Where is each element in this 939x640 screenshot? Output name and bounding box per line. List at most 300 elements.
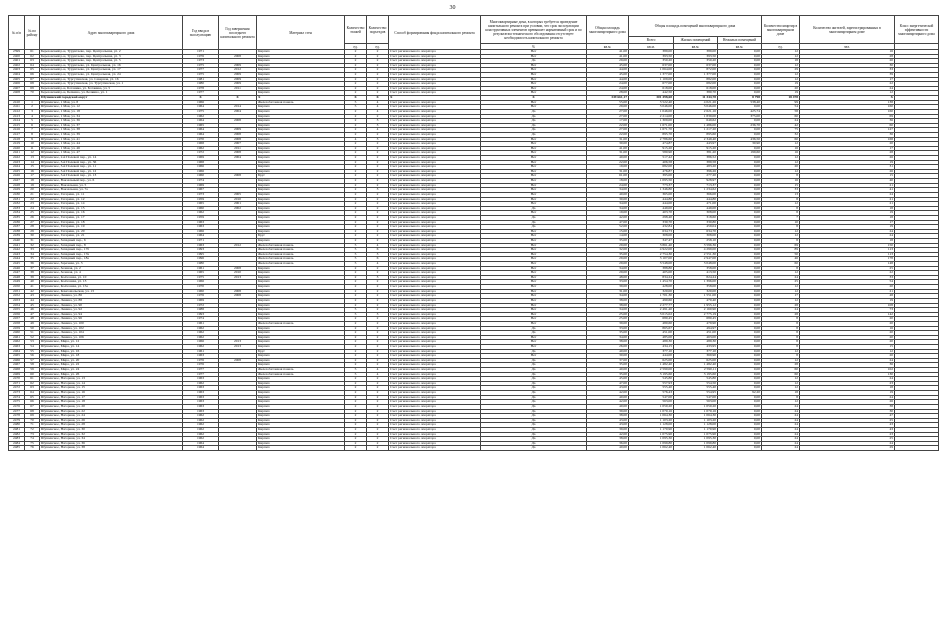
cell-area-residential: 258,10 [674, 238, 718, 243]
unit-floors: ед. [345, 44, 367, 50]
cell-area-nonresidential: 0,00 [718, 418, 762, 423]
cell-num-district: 36 [25, 262, 40, 267]
cell-address: Шушенское, 1 Мая, ул. 44 [40, 142, 183, 147]
cell-entrances: 3 [367, 137, 389, 142]
header-num-district: № по району [25, 16, 40, 50]
cell-emergency-flag: Нет [481, 340, 587, 345]
cell-energy-class [895, 446, 939, 451]
cell-area-residential: 824,24 [674, 275, 718, 280]
cell-year-repair: 2008 [219, 132, 257, 137]
cell-year-repair: 2008 [219, 294, 257, 299]
cell-year-built: 1969 [183, 156, 219, 161]
cell-year-repair: X [219, 96, 257, 101]
cell-wall-material: Кирпич [257, 197, 345, 202]
cell-emergency-flag: Нет [481, 197, 587, 202]
cell-address: Шушенское, Нагорная, ул. 34 [40, 437, 183, 442]
cell-area-total: 2 754,30 [629, 252, 674, 257]
cell-address: Шушенское, Западный пер., 17в [40, 252, 183, 257]
cell-floors: 5 [345, 105, 367, 110]
cell-flats: 12 [762, 285, 800, 290]
cell-year-repair: 2008 [219, 119, 257, 124]
cell-floors: 2 [345, 446, 367, 451]
cell-flats: 8 [762, 266, 800, 271]
cell-floors: 2 [345, 414, 367, 419]
cell-num-district: 74 [25, 437, 40, 442]
cell-funding-method: Счет регионального оператора [389, 446, 481, 451]
cell-num-district: 67 [25, 404, 40, 409]
cell-address: Шушенское, 1 Мая, ул. 47 [40, 151, 183, 156]
cell-flats: 12 [762, 271, 800, 276]
cell-residents: 20 [800, 321, 895, 326]
cell-area-residential: 330,80 [674, 220, 718, 225]
cell-area-total: 545,80 [629, 377, 674, 382]
cell-funding-method: Счет регионального оператора [389, 220, 481, 225]
cell-wall-material: Кирпич [257, 289, 345, 294]
cell-funding-method: Счет регионального оператора [389, 105, 481, 110]
cell-address: Березовский р-н, Турунтаево, пер. Центральная, ул. 2 [40, 50, 183, 55]
cell-entrances: 2 [367, 220, 389, 225]
cell-wall-material: Кирпич [257, 137, 345, 142]
cell-wall-material: Кирпич [257, 86, 345, 91]
cell-funding-method: Счет регионального оператора [389, 229, 481, 234]
cell-area-total: 1 070,16 [629, 409, 674, 414]
cell-flats: 24 [762, 437, 800, 442]
cell-num: 2430 [9, 192, 25, 197]
cell-funding-method: Счет регионального оператора [389, 114, 481, 119]
cell-area-total: 451,00 [629, 331, 674, 336]
cell-area-residential: 389,00 [674, 50, 718, 55]
cell-total-area: 25,00 [587, 312, 629, 317]
cell-wall-material: Кирпич [257, 123, 345, 128]
cell-num: 2470 [9, 377, 25, 382]
cell-funding-method: Счет регионального оператора [389, 169, 481, 174]
cell-funding-method: Счет регионального оператора [389, 183, 481, 188]
cell-year-repair: 2009 [219, 73, 257, 78]
cell-residents: 24 [800, 234, 895, 239]
cell-area-total: 4 922,00 [629, 248, 674, 253]
cell-area-nonresidential: 0,00 [718, 331, 762, 336]
cell-area-nonresidential: 0,00 [718, 197, 762, 202]
cell-address: Шушенское, Западный пер., 18а [40, 257, 183, 262]
cell-year-built: 1962 [183, 418, 219, 423]
cell-flats: 24 [762, 418, 800, 423]
cell-area-residential: 634,70 [674, 229, 718, 234]
cell-area-residential: 393,50 [674, 54, 718, 59]
cell-num: 2479 [9, 418, 25, 423]
cell-funding-method: Счет регионального оператора [389, 321, 481, 326]
cell-funding-method: Счет регионального оператора [389, 123, 481, 128]
cell-num: 2401 [9, 59, 25, 64]
cell-total-area: 31,00 [587, 169, 629, 174]
cell-address: Шушенское, 1 Мая, ул. 39 [40, 132, 183, 137]
cell-floors: 2 [345, 335, 367, 340]
cell-total-area: 38,00 [587, 414, 629, 419]
cell-floors: 2 [345, 132, 367, 137]
cell-entrances: 2 [367, 225, 389, 230]
cell-floors: 2 [345, 206, 367, 211]
unit-residents: чел. [800, 44, 895, 50]
cell-num-district: 75 [25, 441, 40, 446]
cell-floors: 2 [345, 294, 367, 299]
cell-emergency-flag: Да [481, 437, 587, 442]
cell-total-area: 45,00 [587, 63, 629, 68]
cell-address: Шушенское, Колхозная, ул. 13 [40, 280, 183, 285]
cell-floors: 2 [345, 50, 367, 55]
cell-funding-method: Счет регионального оператора [389, 400, 481, 405]
cell-area-residential: 1 128,00 [674, 423, 718, 428]
cell-funding-method: Счет регионального оператора [389, 197, 481, 202]
cell-funding-method: X [389, 96, 481, 101]
cell-year-repair: 2009 [219, 128, 257, 133]
cell-total-area: 22,00 [587, 132, 629, 137]
cell-emergency-flag: Да [481, 395, 587, 400]
cell-residents: 18 [800, 215, 895, 220]
cell-emergency-flag: Да [481, 446, 587, 451]
cell-funding-method: Счет регионального оператора [389, 368, 481, 373]
cell-wall-material: Кирпич [257, 340, 345, 345]
cell-residents: 29 [800, 446, 895, 451]
cell-total-area: 38,00 [587, 298, 629, 303]
cell-floors: 2 [345, 156, 367, 161]
cell-entrances: 2 [367, 308, 389, 313]
cell-residents: 28 [800, 151, 895, 156]
cell-num-district: 46 [25, 308, 40, 313]
cell-year-built: 1968 [183, 142, 219, 147]
cell-area-total: 2 277,77 [629, 303, 674, 308]
cell-area-nonresidential: 0,00 [718, 414, 762, 419]
cell-flats: 12 [762, 298, 800, 303]
cell-total-area: 55,00 [587, 100, 629, 105]
cell-area-nonresidential: 0,00 [718, 105, 762, 110]
cell-area-nonresidential: 0,00 [718, 271, 762, 276]
cell-total-area: 40,00 [587, 368, 629, 373]
cell-floors: 2 [345, 119, 367, 124]
cell-floors: 2 [345, 358, 367, 363]
cell-wall-material: Кирпич [257, 128, 345, 133]
cell-residents: 31 [800, 165, 895, 170]
cell-entrances: 2 [367, 358, 389, 363]
cell-area-total: 350,20 [629, 59, 674, 64]
cell-entrances: 2 [367, 427, 389, 432]
cell-floors: 2 [345, 349, 367, 354]
cell-entrances: 2 [367, 215, 389, 220]
cell-funding-method: Счет регионального оператора [389, 404, 481, 409]
cell-num-district: 65 [25, 68, 40, 73]
cell-emergency-flag: Нет [481, 229, 587, 234]
cell-area-residential: 554,50 [674, 381, 718, 386]
header-flats: Количество квартир в многоквартирном доме [762, 16, 800, 44]
cell-num-district: 63 [25, 386, 40, 391]
cell-area-nonresidential: 0,00 [718, 179, 762, 184]
cell-address: Березовский р-н, Белкино, ул. Белкино, ул. 1 [40, 91, 183, 96]
cell-total-area: 39,00 [587, 427, 629, 432]
cell-num: 2461 [9, 335, 25, 340]
cell-num-district: 18 [25, 179, 40, 184]
cell-residents: 108 [800, 303, 895, 308]
cell-flats: 12 [762, 160, 800, 165]
cell-year-built: 1962 [183, 146, 219, 151]
cell-area-total: 580,90 [629, 151, 674, 156]
cell-emergency-flag: Да [481, 418, 587, 423]
cell-wall-material: Железобетонная панель [257, 321, 345, 326]
cell-num: 2428 [9, 183, 25, 188]
cell-area-total: 625,00 [629, 358, 674, 363]
cell-emergency-flag: Да [481, 349, 587, 354]
cell-flats: 12 [762, 289, 800, 294]
cell-num: 2466 [9, 358, 25, 363]
cell-area-total: 406,58 [629, 160, 674, 165]
cell-funding-method: Счет регионального оператора [389, 234, 481, 239]
cell-residents: 20 [800, 331, 895, 336]
cell-area-total: 428,00 [629, 285, 674, 290]
cell-funding-method: Счет регионального оператора [389, 59, 481, 64]
cell-area-total: 1 701,30 [629, 294, 674, 299]
cell-year-built: 1964 [183, 446, 219, 451]
cell-num: 2459 [9, 326, 25, 331]
cell-floors: 2 [345, 280, 367, 285]
cell-num-district: 35 [25, 257, 40, 262]
cell-funding-method: Счет регионального оператора [389, 275, 481, 280]
cell-num-district: 64 [25, 391, 40, 396]
cell-funding-method: Счет регионального оператора [389, 132, 481, 137]
cell-area-total: 915,20 [629, 146, 674, 151]
cell-entrances: 2 [367, 68, 389, 73]
cell-address: Шушенское, Гагарина, ул. 15 [40, 206, 183, 211]
cell-flats: 69 [762, 243, 800, 248]
housing-register-table [8, 15, 939, 451]
cell-num: 2473 [9, 391, 25, 396]
cell-num-district: 16 [25, 169, 40, 174]
cell-flats: 24 [762, 308, 800, 313]
cell-address: Шушенское, Гагарина, ул. 14 [40, 202, 183, 207]
cell-area-residential: 3 048,00 [674, 262, 718, 267]
cell-floors: 5 [345, 312, 367, 317]
cell-floors: 2 [345, 197, 367, 202]
cell-residents: 40 [800, 179, 895, 184]
cell-wall-material: X [257, 96, 345, 101]
cell-entrances: 2 [367, 146, 389, 151]
cell-residents: 38 [800, 404, 895, 409]
cell-num: 2432 [9, 202, 25, 207]
cell-residents: 19 [800, 391, 895, 396]
cell-area-nonresidential: 0,00 [718, 289, 762, 294]
cell-entrances: 2 [367, 179, 389, 184]
cell-flats: 8 [762, 211, 800, 216]
cell-address: Шушенское, Нагорная, ул. 18 [40, 400, 183, 405]
cell-funding-method: Счет регионального оператора [389, 335, 481, 340]
cell-area-residential: 637,00 [674, 63, 718, 68]
cell-emergency-flag: Да [481, 225, 587, 230]
cell-emergency-flag: Нет [481, 188, 587, 193]
cell-flats: 89 [762, 248, 800, 253]
cell-num-district: 57 [25, 358, 40, 363]
cell-area-total: 1 062,40 [629, 446, 674, 451]
cell-area-total: 365,00 [629, 192, 674, 197]
cell-area-residential: 451,00 [674, 331, 718, 336]
cell-residents: 24 [800, 192, 895, 197]
cell-area-total: 480,60 [629, 321, 674, 326]
cell-num: 2483 [9, 437, 25, 442]
cell-area-total: 434,15 [629, 345, 674, 350]
cell-emergency-flag: Да [481, 441, 587, 446]
cell-area-residential: 2 775,19 [674, 312, 718, 317]
cell-area-total: 2 491,40 [629, 308, 674, 313]
cell-funding-method: Счет регионального оператора [389, 381, 481, 386]
cell-emergency-flag: Да [481, 391, 587, 396]
cell-area-nonresidential: 0,00 [718, 335, 762, 340]
cell-flats: 12 [762, 234, 800, 239]
cell-emergency-flag: Да [481, 414, 587, 419]
cell-total-area: 40,00 [587, 349, 629, 354]
cell-floors: 2 [345, 321, 367, 326]
cell-area-total: 865,67 [629, 326, 674, 331]
cell-area-total: 2 590,00 [629, 368, 674, 373]
cell-year-built: 1962 [183, 423, 219, 428]
cell-area-total: 320,00 [629, 289, 674, 294]
cell-entrances: 2 [367, 345, 389, 350]
cell-floors: 2 [345, 404, 367, 409]
cell-year-built: 1959 [183, 197, 219, 202]
cell-emergency-flag: Нет [481, 91, 587, 96]
cell-floors: 5 [345, 368, 367, 373]
cell-area-nonresidential: 0,00 [718, 349, 762, 354]
cell-area-total: 3 046,00 [629, 105, 674, 110]
cell-emergency-flag: Нет [481, 86, 587, 91]
cell-area-total: 1 103,20 [629, 418, 674, 423]
cell-year-built: 1974 [183, 317, 219, 322]
cell-area-residential: 3 046,00 [674, 105, 718, 110]
cell-num: 2434 [9, 211, 25, 216]
header-funding-method: Способ формирования фонда капитального ремонта [389, 16, 481, 50]
cell-num: 2478 [9, 414, 25, 419]
cell-floors: X [345, 96, 367, 101]
cell-flats: 19 [762, 82, 800, 87]
cell-wall-material: Железобетонная панель [257, 257, 345, 262]
cell-flats: 8 [762, 317, 800, 322]
cell-num-district: 9 [25, 137, 40, 142]
header-address: Адрес многоквартирного дома [40, 16, 183, 50]
cell-area-total: 1 095,30 [629, 437, 674, 442]
cell-area-residential: 320,00 [674, 289, 718, 294]
cell-entrances: 2 [367, 160, 389, 165]
cell-entrances: 2 [367, 414, 389, 419]
cell-wall-material: Кирпич [257, 423, 345, 428]
cell-num: 2481 [9, 427, 25, 432]
cell-flats: 16 [762, 179, 800, 184]
unit-percent: % [481, 44, 587, 50]
cell-area-residential: 915,20 [674, 146, 718, 151]
cell-funding-method: Счет регионального оператора [389, 432, 481, 437]
cell-year-built: 1971 [183, 50, 219, 55]
cell-total-area: 43,00 [587, 423, 629, 428]
cell-wall-material: Кирпич [257, 312, 345, 317]
cell-year-built: 1965 [183, 271, 219, 276]
cell-total-area: 24,00 [587, 82, 629, 87]
cell-emergency-flag: Нет [481, 234, 587, 239]
cell-funding-method: Счет регионального оператора [389, 340, 481, 345]
cell-area-residential: 895,60 [674, 132, 718, 137]
cell-wall-material: Кирпич [257, 238, 345, 243]
cell-year-repair: 2007 [219, 142, 257, 147]
cell-num: 2437 [9, 225, 25, 230]
cell-residents: 20 [800, 340, 895, 345]
cell-area-total: 563,00 [629, 400, 674, 405]
cell-year-built: 1962 [183, 326, 219, 331]
cell-total-area: 33,00 [587, 280, 629, 285]
cell-year-built: 1963 [183, 409, 219, 414]
cell-total-area: 15,00 [587, 229, 629, 234]
cell-emergency-flag: Нет [481, 142, 587, 147]
cell-year-repair: 2008 [219, 174, 257, 179]
cell-wall-material: Кирпич [257, 77, 345, 82]
cell-residents: 48 [800, 294, 895, 299]
cell-year-built: 1962 [183, 432, 219, 437]
cell-funding-method: Счет регионального оператора [389, 308, 481, 313]
cell-wall-material: Брус [257, 234, 345, 239]
cell-area-total: 555,40 [629, 386, 674, 391]
cell-total-area: 45,00 [587, 73, 629, 78]
cell-year-built: 1963 [183, 404, 219, 409]
cell-area-nonresidential: 0,00 [718, 312, 762, 317]
cell-residents: 20 [800, 142, 895, 147]
cell-area-residential: 872,00 [674, 68, 718, 73]
cell-entrances: 2 [367, 86, 389, 91]
cell-wall-material: Кирпич [257, 202, 345, 207]
cell-wall-material: Кирпич [257, 59, 345, 64]
cell-area-total: 490,60 [629, 298, 674, 303]
cell-area-nonresidential: 0,00 [718, 321, 762, 326]
cell-area-nonresidential: 0,00 [718, 386, 762, 391]
cell-residents: 19 [800, 225, 895, 230]
cell-year-built: 1995 [183, 252, 219, 257]
cell-area-total: 637,00 [629, 63, 674, 68]
cell-area-nonresidential: 0,00 [718, 234, 762, 239]
cell-num-district: 3 [25, 109, 40, 114]
cell-funding-method: Счет регионального оператора [389, 257, 481, 262]
cell-area-residential: 386,52 [674, 156, 718, 161]
cell-address: Шушенское, Нагорная, ул. 32 [40, 432, 183, 437]
cell-year-built: 1975 [183, 109, 219, 114]
cell-num: 2441 [9, 243, 25, 248]
cell-flats: 20 [762, 86, 800, 91]
cell-floors: 5 [345, 243, 367, 248]
cell-residents: 17 [800, 77, 895, 82]
cell-area-nonresidential: 0,00 [718, 229, 762, 234]
cell-entrances: 4 [367, 368, 389, 373]
cell-year-built: 1976 [183, 358, 219, 363]
cell-year-repair: 2009 [219, 63, 257, 68]
cell-area-nonresidential: 0,00 [718, 368, 762, 373]
table-body [9, 50, 939, 451]
cell-area-total: 1 377,00 [629, 73, 674, 78]
cell-num-district: 62 [25, 381, 40, 386]
cell-floors: 2 [345, 437, 367, 442]
cell-flats: 8 [762, 354, 800, 359]
cell-floors: 2 [345, 285, 367, 290]
cell-emergency-flag: Нет [481, 54, 587, 59]
cell-residents: 102 [800, 368, 895, 373]
cell-funding-method: Счет регионального оператора [389, 82, 481, 87]
cell-address: Шушенское, Мира, ул. 14 [40, 345, 183, 350]
cell-entrances: 2 [367, 50, 389, 55]
cell-area-residential: 396,26 [674, 169, 718, 174]
cell-num: 2469 [9, 372, 25, 377]
cell-wall-material: Кирпич [257, 160, 345, 165]
cell-address: Шушенское, Ленина, ул. 88 [40, 298, 183, 303]
cell-funding-method: Счет регионального оператора [389, 50, 481, 55]
cell-num: 2449 [9, 280, 25, 285]
cell-num: 2408 [9, 91, 25, 96]
